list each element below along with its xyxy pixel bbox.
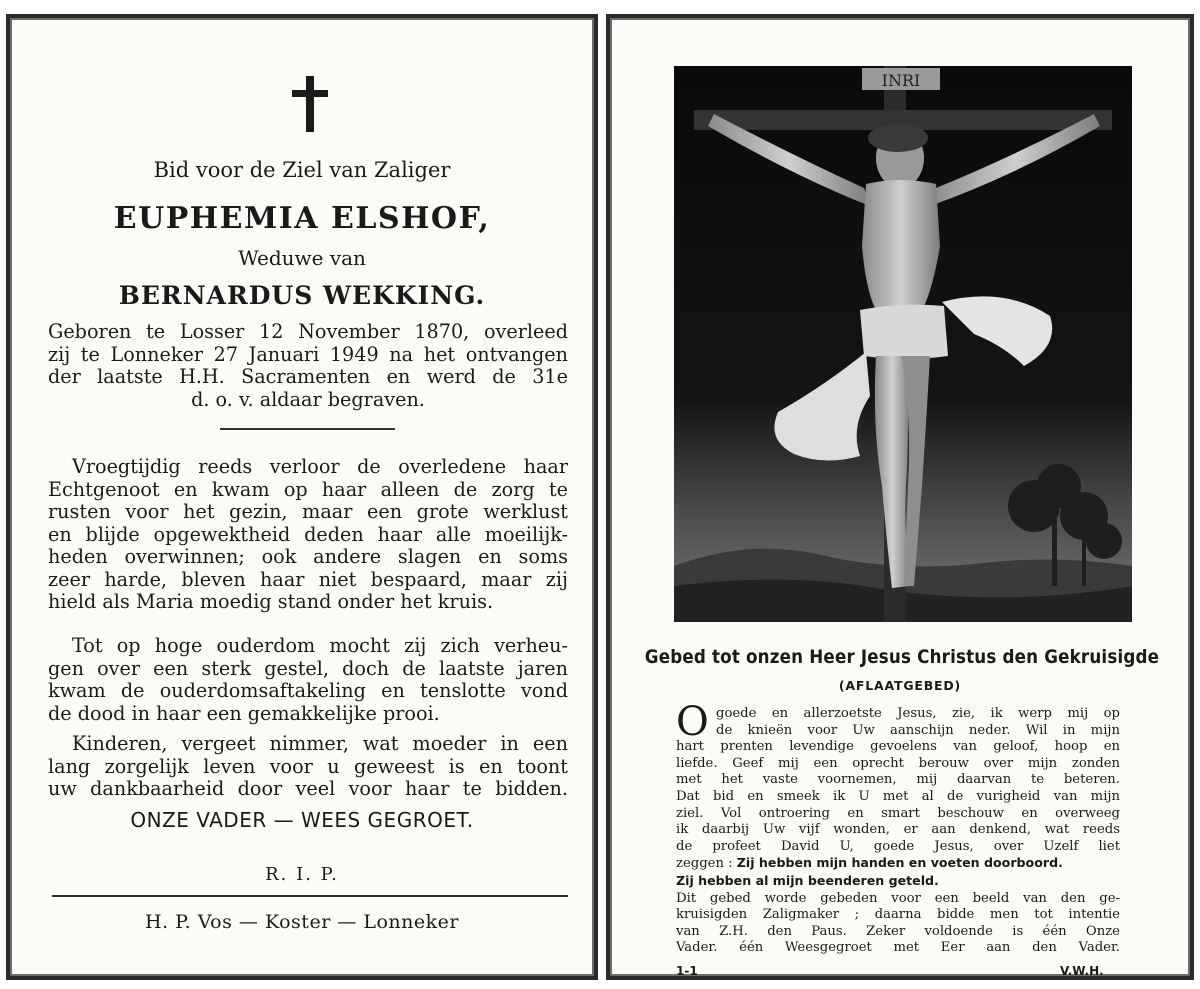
prayer-title: Gebed tot onzen Heer Jesus Christus den Gekruisigde: [644, 646, 1160, 668]
crucifixion-image: [674, 66, 1132, 622]
text-line: lang zorgelijk leven voor u geweest is en toont: [48, 754, 568, 778]
text-line: zij te Lonneker 27 Januari 1949 na het ontvangen: [48, 342, 568, 366]
deceased-name: EUPHEMIA ELSHOF,: [113, 201, 491, 236]
text-line: de dood in haar een gemakkelijke prooi.: [48, 701, 440, 725]
intro-line: Bid voor de Ziel van Zaliger: [153, 158, 451, 182]
birth-death-paragraph: [48, 321, 568, 411]
quote-intro: zeggen :: [676, 856, 733, 872]
divider: [220, 428, 395, 430]
text-line: rusten voor het gezin, maar een grote werklust: [48, 500, 568, 523]
initial-letter: O: [676, 699, 709, 745]
text-line: kruisigden Zaligmaker ; daarna bidde men tot intentie: [676, 907, 1120, 923]
cross-icon: [292, 76, 328, 132]
life-paragraph: [48, 456, 568, 614]
quote-line: [676, 873, 1120, 891]
text-line: d. o. v. aldaar begraven.: [191, 387, 425, 411]
text-line: Geboren te Losser 12 November 1870, overleed: [48, 320, 568, 343]
text-line: zeer harde, bleven haar niet bespaard, maar zij: [48, 567, 568, 591]
prayer-subtitle: (AFLAATGEBED): [838, 678, 962, 693]
inri-text: INRI: [881, 71, 921, 90]
text-line: Echtgenoot en kwam op haar alleen de zorg te: [48, 477, 568, 501]
text-line: ik daarbij Uw vijf wonden, er aan denkend, wat reeds: [676, 822, 1120, 838]
text-line: de knieën voor Uw aanschijn neder. Wil in mijn: [716, 722, 1120, 738]
text-line: de profeet David U, goede Jesus, over Uzelf liet: [676, 838, 1120, 854]
text-line: liefde. Geef mij een oprecht berouw over mijn zonden: [676, 755, 1120, 771]
text-line: Vader. één Weesgegroet met Eer aan den Vader.: [676, 940, 1120, 956]
text-line: heden overwinnen; ook andere slagen en soms: [48, 545, 568, 568]
text-line: hart prenten levendige gevoelens van geloof, hoop en: [676, 739, 1120, 755]
text-line: van Z.H. den Paus. Zeker voldoende is één Onze: [676, 923, 1120, 939]
footer-code-right: V.W.H.: [1060, 964, 1104, 978]
prayer-text: [676, 706, 1120, 957]
printer-line: H. P. Vos — Koster — Lonneker: [145, 911, 459, 933]
text-line: goede en allerzoetste Jesus, zie, ik werp mij op: [716, 706, 1120, 721]
text-line: Tot op hoge ouderdom mocht zij zich verheu-: [72, 634, 568, 657]
children-paragraph: [48, 733, 568, 801]
text-line: gen over een sterk gestel, doch de laatste jaren: [48, 656, 568, 680]
text-line: Dat bid en smeek ik U met al de vurigheid van mijn: [676, 788, 1120, 804]
memorial-card-left: [6, 14, 598, 980]
memorial-card-right: [606, 14, 1194, 980]
text-line: hield als Maria moedig stand onder het kruis.: [48, 590, 494, 613]
text-line: Kinderen, vergeet nimmer, wat moeder in een: [72, 732, 568, 755]
rip-line: R. I. P.: [265, 864, 339, 885]
footer-code-left: 1-1: [676, 964, 698, 978]
text-line: kwam de ouderdomsaftakeling en tenslotte vond: [48, 679, 568, 702]
text-line: Dit gebed worde gebeden voor een beeld van den ge-: [676, 890, 1120, 906]
quote-line: [676, 855, 1120, 873]
prayer-request: ONZE VADER — WEES GEGROET.: [130, 808, 474, 832]
text-line: en blijde opgewektheid deden haar alle moeilijk-: [48, 522, 568, 546]
quote-text: Zij hebben al mijn beenderen geteld.: [676, 872, 939, 888]
old-age-paragraph: [48, 635, 568, 725]
divider: [52, 895, 568, 897]
text-line: uw dankbaarheid door veel voor haar te bidden.: [48, 777, 568, 800]
husband-name: BERNARDUS WEKKING.: [118, 281, 486, 310]
quote-text: Zij hebben mijn handen en voeten doorboord.: [736, 855, 1063, 871]
text-line: der laatste H.H. Sacramenten en werd de 31e: [48, 365, 568, 388]
text-line: ziel. Vol ontroering en smart beschouw en overweeg: [676, 805, 1120, 821]
text-line: Vroegtijdig reeds verloor de overledene haar: [72, 455, 568, 478]
text-line: met het vaste voornemen, mij daarvan te beteren.: [676, 772, 1120, 788]
widow-of-line: Weduwe van: [238, 246, 366, 270]
